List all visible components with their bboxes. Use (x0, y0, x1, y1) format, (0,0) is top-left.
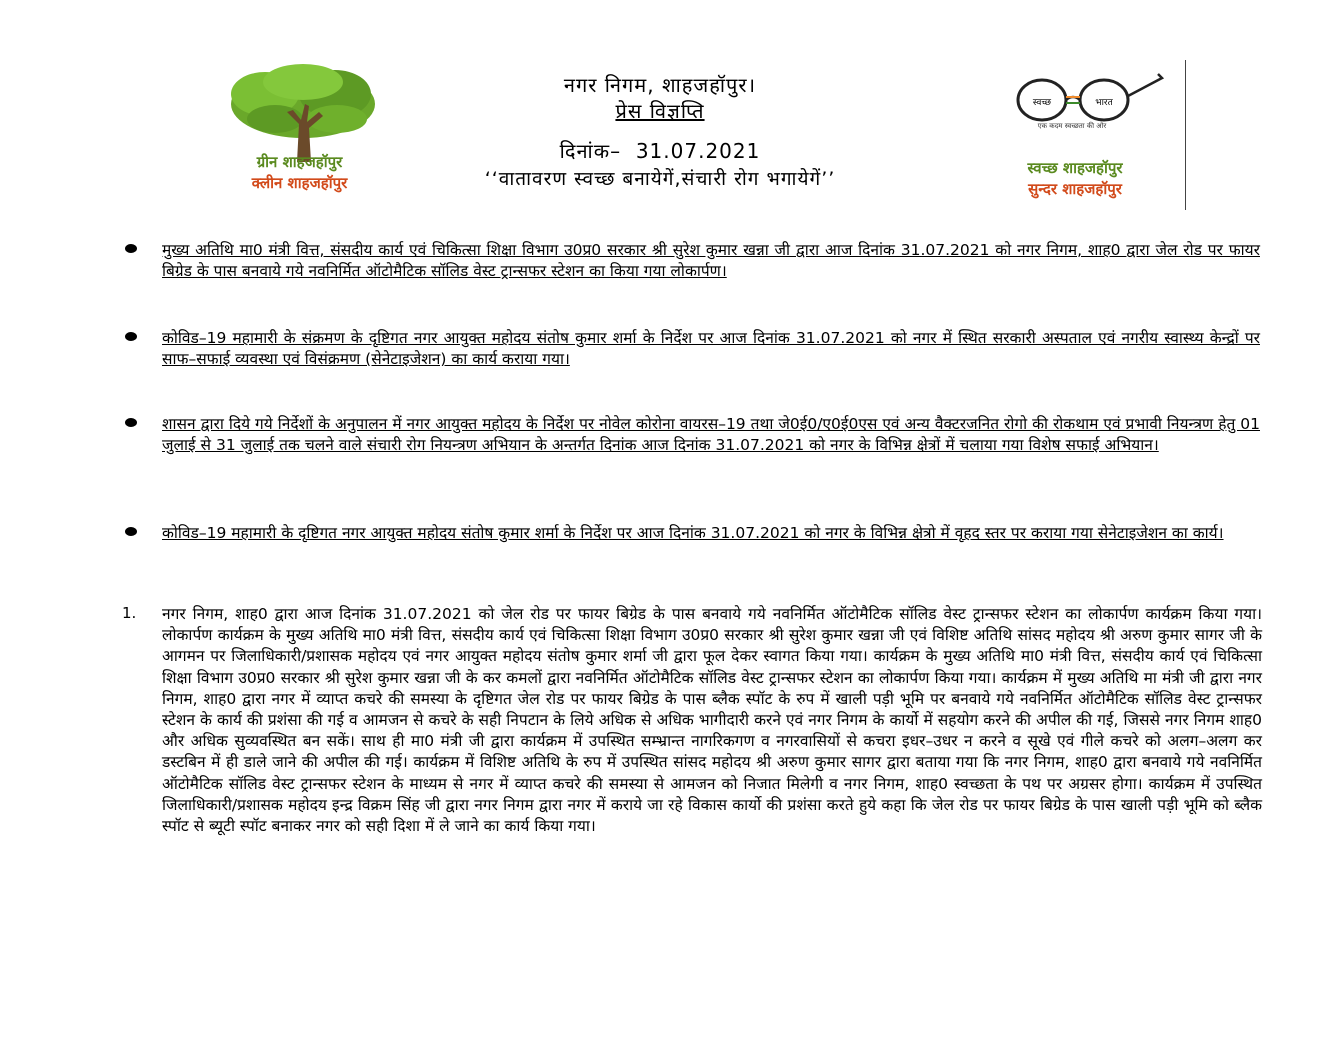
bullet-text: कोविड–19 महामारी के दृष्टिगत नगर आयुक्त महोदय संतोष कुमार शर्मा के निर्देश पर आज दिनांक 31.07.2021 को नगर के विभिन्न क्षेत्रो में वृहद स्तर पर कराया गया सेनेटाइजेशन का कार्य। (162, 524, 1224, 542)
logo-right-tagline: एक कदम स्वच्छता की ओर (1037, 122, 1107, 130)
numbered-item-1 (122, 604, 1262, 837)
tree-icon (215, 64, 390, 164)
logo-left-line1: ग्रीन शाहजहॉपुर (256, 153, 343, 171)
document-header (380, 72, 940, 192)
numbered-text: नगर निगम, शाह0 द्वारा आज दिनांक 31.07.2021 को जेल रोड पर फायर बिग्रेड के पास बनवाये गये नवनिर्मित ऑटोमैटिक सॉलिड वेस्ट ट्रान्सफर स्टेशन का लोकार्पण कार्यक्रम किया गया। लोकार्पण कार्यक्रम के मुख्य अतिथि मा0 मंत्री वित्त, संसदीय कार्य एवं चिकित्सा शिक्षा विभाग उ0प्र0 सरकार श्री सुरेश कुमार खन्ना जी एवं विशिष्ट अतिथि सांसद महोदय श्री अरुण कुमार सागर जी के आगमन पर जिलाधिकारी/प्रशासक महोदय एवं नगर आयुक्त महोदय संतोष कुमार शर्मा जी द्वारा फूल देकर स्वागत किया गया। कार्यक्रम के मुख्य अतिथि मा0 मंत्री वित्त, संसदीय कार्य एवं चिकित्सा शिक्षा विभाग उ0प्र0 सरकार श्री सुरेश कुमार खन्ना जी के कर कमलों द्वारा नवनिर्मित ऑटोमैटिक सॉलिड वेस्ट ट्रान्सफर स्टेशन का लोकार्पण किया गया। कार्यक्रम में मुख्य अतिथि मा मंत्री जी द्वारा नगर निगम, शाह0 द्वारा नगर में व्याप्त कचरे की समस्या के दृष्टिगत जेल रोड पर फायर बिग्रेड के पास ब्लैक स्पॉट के रुप में खाली पड़ी भूमि पर बनवाये गये नवनिर्मित ऑटोमैटिक सॉलिड वेस्ट ट्रान्सफर स्टेशन के कार्य की प्रशंसा की गई व आमजन से कचरे के सही निपटान के लिये अधिक से अधिक भागीदारी करने एवं नगर निगम के कार्यो में सहयोग करने की अपील की गई, जिससे नगर निगम शाह0 और अधिक सुव्यवस्थित बन सकें। साथ ही मा0 मंत्री जी द्वारा कार्यक्रम में उपस्थित सम्भ्रान्त नागरिकगण व नगरवासियों से कचरा इधर–उधर न करने व सूखे एवं गीले कचरे को अलग–अलग कर डस्टबिन में ही डाले जाने की अपील की गई। कार्यक्रम में विशिष्ट अतिथि के रुप में उपस्थित सांसद महोदय श्री अरुण कुमार सागर द्वारा बताया गया कि नगर निगम, शाह0 द्वारा बनवाये गये नवनिर्मित ऑटोमैटिक सॉलिड वेस्ट ट्रान्सफर स्टेशन के माध्यम से नगर में व्याप्त कचरे की समस्या से आमजन को निजात मिलेगी व नगर निगम, शाह0 स्वच्छता के पथ पर अग्रसर होगा। कार्यक्रम में उपस्थित जिलाधिकारी/प्रशासक महोदय इन्द्र विक्रम सिंह जी द्वारा नगर निगम द्वारा नगर में कराये जा रहे विकास कार्यो की प्रशंसा करते हुये कहा कि जेल रोड पर फायर बिग्रेड के पास खाली पड़ी भूमि को ब्लैक स्पॉट से ब्यूटी स्पॉट बनाकर नगर को सही दिशा में ले जाने का कार्य किया गया। (162, 605, 1262, 836)
bullet-dot-icon (125, 332, 137, 341)
bullet-dot-icon (125, 244, 137, 253)
slogan: ‘‘वातावरण स्वच्छ बनायेगें,संचारी रोग भगायेगें’’ (484, 168, 836, 190)
bullet-dot-icon (125, 527, 137, 536)
header-divider (1185, 60, 1186, 210)
bullet-dot-icon (125, 418, 137, 427)
bullet-text: शासन द्वारा दिये गये निर्देशों के अनुपालन में नगर आयुक्त महोदय के निर्देश पर नोवेल कोरोना वायरस–19 तथा जे0ई0/ए0ई0एस एवं अन्य वैक्टरजनित रोगो की रोकथाम एवं प्रभावी नियन्त्रण हेतु 01 जुलाई से 31 जुलाई तक चलने वाले संचारी रोग नियन्त्रण अभियान के अन्तर्गत दिनांक आज दिनांक 31.07.2021 को नगर के विभिन्न क्षेत्रों में चलाया गया विशेष सफाई अभियान। (162, 415, 1260, 454)
bullet-item-4 (125, 523, 1260, 544)
bullet-item-3 (125, 414, 1260, 456)
logo-left-line2: क्लीन शाहजहॉपुर (251, 174, 348, 192)
logo-right-left-lens: स्वच्छ (1032, 98, 1052, 108)
logo-right-line2: सुन्दर शाहजहॉपुर (1028, 180, 1122, 198)
date-label: दिनांक– (559, 139, 622, 163)
press-release-heading: प्रेस विज्ञप्ति (615, 99, 705, 123)
logo-right-line1: स्वच्छ शाहजहॉपुर (1027, 159, 1123, 177)
document-date (380, 138, 940, 164)
bullet-item-2 (125, 328, 1260, 370)
numbered-label: 1. (122, 604, 137, 622)
green-clean-logo-text (212, 152, 387, 194)
bullet-text: मुख्य अतिथि मा0 मंत्री वित्त, संसदीय कार्य एवं चिकित्सा शिक्षा विभाग उ0प्र0 सरकार श्री सुरेश कुमार खन्ना जी द्वारा आज दिनांक 31.07.2021 को नगर निगम, शाह0 द्वारा जेल रोड पर फायर बिग्रेड के पास बनवाये गये नवनिर्मित ऑटोमैटिक सॉलिड वेस्ट ट्रान्सफर स्टेशन का किया गया लोकार्पण। (162, 241, 1260, 280)
bullet-text: कोविड–19 महामारी के संक्रमण के दृष्टिगत नगर आयुक्त महोदय संतोष कुमार शर्मा के निर्देश पर आज दिनांक 31.07.2021 को नगर में स्थित सरकारी अस्पताल एवं नगरीय स्वास्थ्य केन्द्रों पर साफ–सफाई व्यवस्था एवं विसंक्रमण (सेनेटाइजेशन) का कार्य कराया गया। (162, 329, 1260, 368)
organization-title: नगर निगम, शाहजहॉपुर। (563, 73, 757, 97)
logo-right-right-lens: भारत (1095, 98, 1113, 108)
date-value: 31.07.2021 (635, 139, 761, 163)
swachh-logo-text (1010, 158, 1140, 200)
bullet-item-1 (125, 240, 1260, 282)
